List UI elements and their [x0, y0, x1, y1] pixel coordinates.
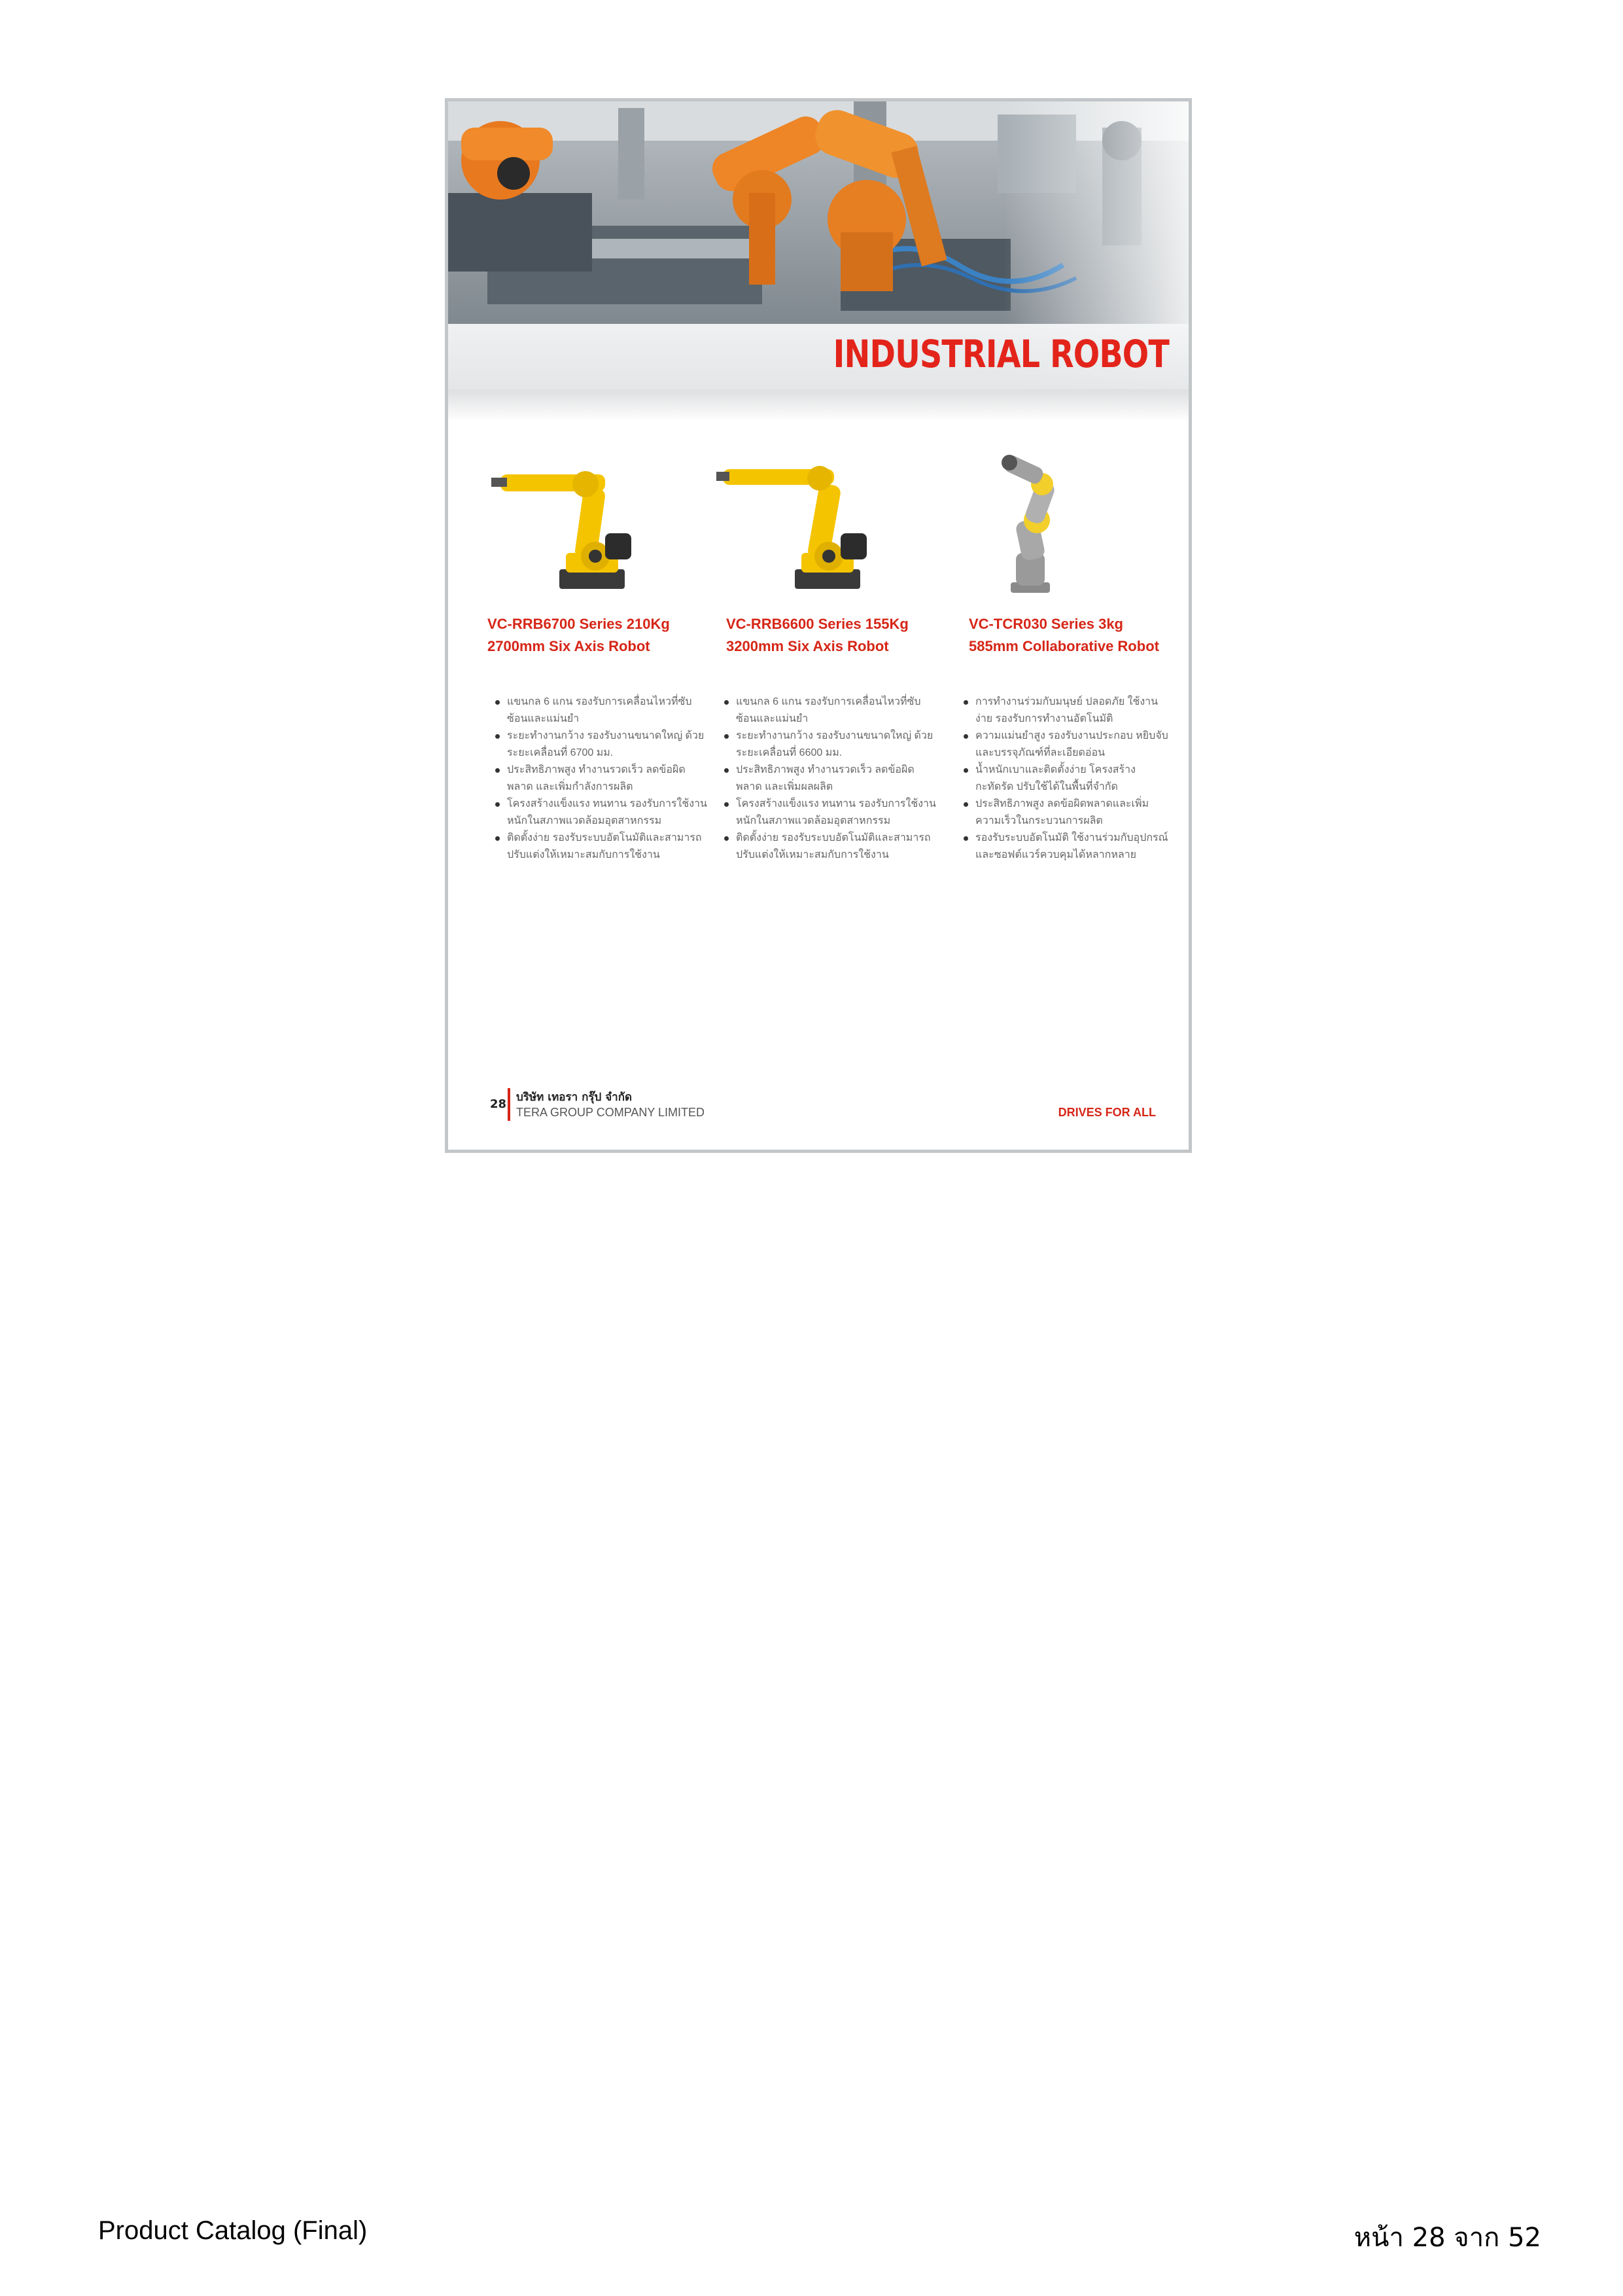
catalog-page — [445, 98, 1192, 1153]
product-title-line2: 2700mm Six Axis Robot — [487, 638, 650, 654]
footer-divider — [508, 1088, 510, 1121]
brand-tagline: DRIVES FOR ALL — [1058, 1106, 1156, 1119]
page-indicator: หน้า 28 จาก 52 — [1353, 2223, 1541, 2253]
section-title: INDUSTRIAL ROBOT — [833, 332, 1169, 376]
list-item: แขนกล 6 แกน รองรับการเคลื่อนไหวที่ซับซ้อนและแม่นยำ — [493, 694, 708, 728]
list-item: ติดตั้งง่าย รองรับระบบอัตโนมัติและสามารถปรับแต่งให้เหมาะสมกับการใช้งาน — [722, 830, 937, 864]
list-item: ความแม่นยำสูง รองรับงานประกอบ หยิบจับ และบรรจุภัณฑ์ที่ละเอียดอ่อน — [961, 728, 1170, 762]
product-title-line1: VC-TCR030 Series 3kg — [969, 616, 1123, 632]
list-item: ประสิทธิภาพสูง ทำงานรวดเร็ว ลดข้อผิดพลาด และเพิ่มกำลังการผลิต — [493, 762, 708, 796]
list-item: ประสิทธิภาพสูง ลดข้อผิดพลาดและเพิ่มความเร็วในกระบวนการผลิต — [961, 796, 1170, 830]
list-item: ระยะทำงานกว้าง รองรับงานขนาดใหญ่ ด้วยระยะเคลื่อนที่ 6600 มม. — [722, 728, 937, 762]
list-item: โครงสร้างแข็งแรง ทนทาน รองรับการใช้งานหนักในสภาพแวดล้อมอุตสาหกรรม — [493, 796, 708, 830]
feature-list-rrb6700 — [493, 694, 708, 864]
product-name-rrb6600 — [726, 613, 909, 658]
product-title-line1: VC-RRB6700 Series 210Kg — [487, 616, 670, 632]
list-item: โครงสร้างแข็งแรง ทนทาน รองรับการใช้งานหนักในสภาพแวดล้อมอุตสาหกรรม — [722, 796, 937, 830]
yellow-six-axis-robot-icon — [487, 448, 657, 599]
product-card-rrb6700 — [487, 448, 657, 599]
list-item: ติดตั้งง่าย รองรับระบบอัตโนมัติและสามารถปรับแต่งให้เหมาะสมกับการใช้งาน — [493, 830, 708, 864]
list-item: แขนกล 6 แกน รองรับการเคลื่อนไหวที่ซับซ้อนและแม่นยำ — [722, 694, 937, 728]
hero-shadow — [448, 389, 1189, 422]
product-name-tcr030 — [969, 613, 1159, 658]
list-item: การทำงานร่วมกับมนุษย์ ปลอดภัย ใช้งานง่าย รองรับการทำงานอัตโนมัติ — [961, 694, 1170, 728]
feature-list-tcr030 — [961, 694, 1170, 864]
list-item: ประสิทธิภาพสูง ทำงานรวดเร็ว ลดข้อผิดพลาด และเพิ่มผลผลิต — [722, 762, 937, 796]
hero-photo — [448, 101, 1189, 389]
product-name-rrb6700 — [487, 613, 670, 658]
company-name-thai: บริษัท เทอรา กรุ๊ป จำกัด — [516, 1091, 633, 1104]
feature-list-rrb6600 — [722, 694, 937, 864]
product-title-line2: 585mm Collaborative Robot — [969, 638, 1159, 654]
company-name-english: TERA GROUP COMPANY LIMITED — [516, 1106, 705, 1119]
product-card-rrb6600 — [716, 448, 886, 599]
collaborative-robot-icon — [965, 448, 1135, 599]
list-item: น้ำหนักเบาและติดตั้งง่าย โครงสร้างกะทัดรัด ปรับใช้ได้ในพื้นที่จำกัด — [961, 762, 1170, 796]
product-title-line1: VC-RRB6600 Series 155Kg — [726, 616, 909, 632]
document-title: Product Catalog (Final) — [98, 2216, 368, 2245]
page-number: 28 — [490, 1097, 507, 1111]
list-item: ระยะทำงานกว้าง รองรับงานขนาดใหญ่ ด้วยระยะเคลื่อนที่ 6700 มม. — [493, 728, 708, 762]
product-title-line2: 3200mm Six Axis Robot — [726, 638, 889, 654]
list-item: รองรับระบบอัตโนมัติ ใช้งานร่วมกับอุปกรณ์และซอฟต์แวร์ควบคุมได้หลากหลาย — [961, 830, 1170, 864]
yellow-six-axis-robot-icon — [716, 448, 886, 599]
product-card-tcr030 — [965, 448, 1135, 599]
